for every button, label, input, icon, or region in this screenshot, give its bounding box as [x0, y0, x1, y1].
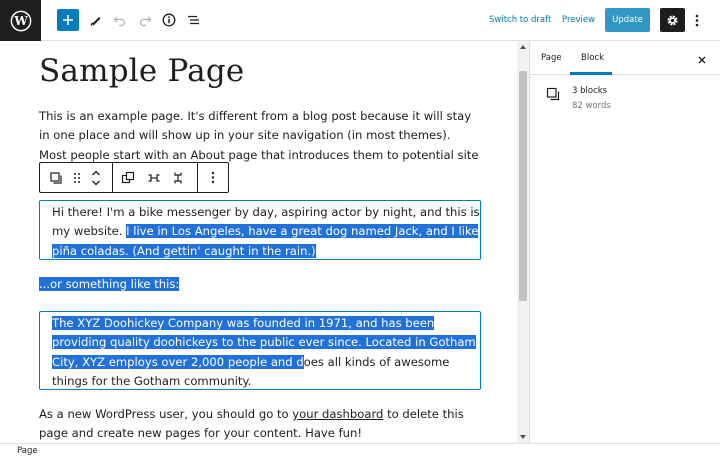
- ungroup-icon[interactable]: [168, 163, 188, 192]
- svg-text:W: W: [13, 13, 28, 28]
- plain-text: to delete this page and create new pages for your content. Have fun!: [39, 407, 464, 441]
- paragraph-block[interactable]: This is an example page. It's different from a blog post because it will stay in one place and will show up in your site navigation (in most themes). Most people start with an About page that introduces them to potential site: [39, 109, 479, 162]
- selected-text: ...or something like this:: [39, 277, 180, 291]
- scroll-up-icon[interactable]: [520, 45, 526, 49]
- scroll-thumb[interactable]: [519, 71, 527, 301]
- plain-text: As a new WordPress user, you should go to: [39, 407, 293, 421]
- paragraph-block[interactable]: [39, 405, 479, 443]
- drag-handle-icon[interactable]: [69, 163, 85, 192]
- toolbar-divider: [197, 163, 198, 192]
- settings-sidebar: [529, 41, 720, 443]
- redo-icon[interactable]: [133, 8, 157, 32]
- dashboard-link[interactable]: your dashboard: [292, 407, 384, 421]
- paragraph-text: [40, 201, 480, 261]
- tab-block[interactable]: Block: [581, 53, 604, 63]
- selected-paragraph-block[interactable]: [39, 311, 481, 390]
- undo-icon[interactable]: [108, 8, 132, 32]
- paragraph-block[interactable]: [39, 275, 179, 294]
- pencil-icon[interactable]: [84, 8, 108, 32]
- block-type-icon[interactable]: [46, 163, 66, 192]
- move-up-down-icon[interactable]: [87, 163, 105, 192]
- plain-text: oes all kinds of awesome things for the Gotham community.: [52, 354, 450, 388]
- scroll-down-icon[interactable]: [520, 435, 526, 439]
- group-icon[interactable]: [144, 163, 164, 192]
- block-type-icon: [546, 86, 560, 105]
- duplicate-icon[interactable]: [118, 163, 138, 192]
- selected-paragraph-block[interactable]: [39, 200, 481, 260]
- gear-icon[interactable]: [660, 8, 685, 32]
- top-toolbar: [0, 0, 720, 41]
- plus-icon[interactable]: [57, 9, 79, 31]
- block-toolbar: [39, 162, 229, 193]
- wordpress-logo-icon[interactable]: [0, 0, 41, 41]
- tab-page[interactable]: Page: [541, 53, 562, 63]
- breadcrumb[interactable]: Page: [17, 446, 38, 456]
- paragraph-text: [40, 312, 480, 391]
- scrollbar[interactable]: [517, 41, 529, 443]
- selected-text: The XYZ Doohickey Company was founded in 1971, and has been providing quality doohickeys to the public ever since. Located in Gotham City, XYZ employs over 2,000 people and d: [52, 316, 476, 369]
- preview-button[interactable]: Preview: [562, 15, 596, 25]
- footer-bar: [0, 443, 720, 460]
- sidebar-tabs: [530, 41, 720, 75]
- plain-text: Hi there! I'm a bike messenger by day, aspiring actor by night, and this is my website.: [52, 205, 480, 239]
- close-icon[interactable]: [696, 51, 708, 63]
- info-icon[interactable]: [157, 8, 181, 32]
- toolbar-divider: [112, 163, 113, 192]
- kebab-menu-icon[interactable]: [690, 8, 704, 32]
- selected-text: I live in Los Angeles, have a great dog named Jack, and I like piña coladas. (And gettin' caught in the rain.): [52, 224, 479, 258]
- editor-canvas[interactable]: [0, 41, 529, 443]
- more-options-icon[interactable]: [203, 163, 223, 192]
- words-count: 82 words: [572, 101, 611, 111]
- update-button[interactable]: Update: [605, 8, 650, 32]
- blocks-count: 3 blocks: [572, 86, 608, 96]
- active-tab-indicator: [570, 72, 612, 75]
- list-view-icon[interactable]: [181, 8, 205, 32]
- page-title[interactable]: Sample Page: [39, 53, 245, 89]
- switch-to-draft-button[interactable]: Switch to draft: [489, 15, 552, 25]
